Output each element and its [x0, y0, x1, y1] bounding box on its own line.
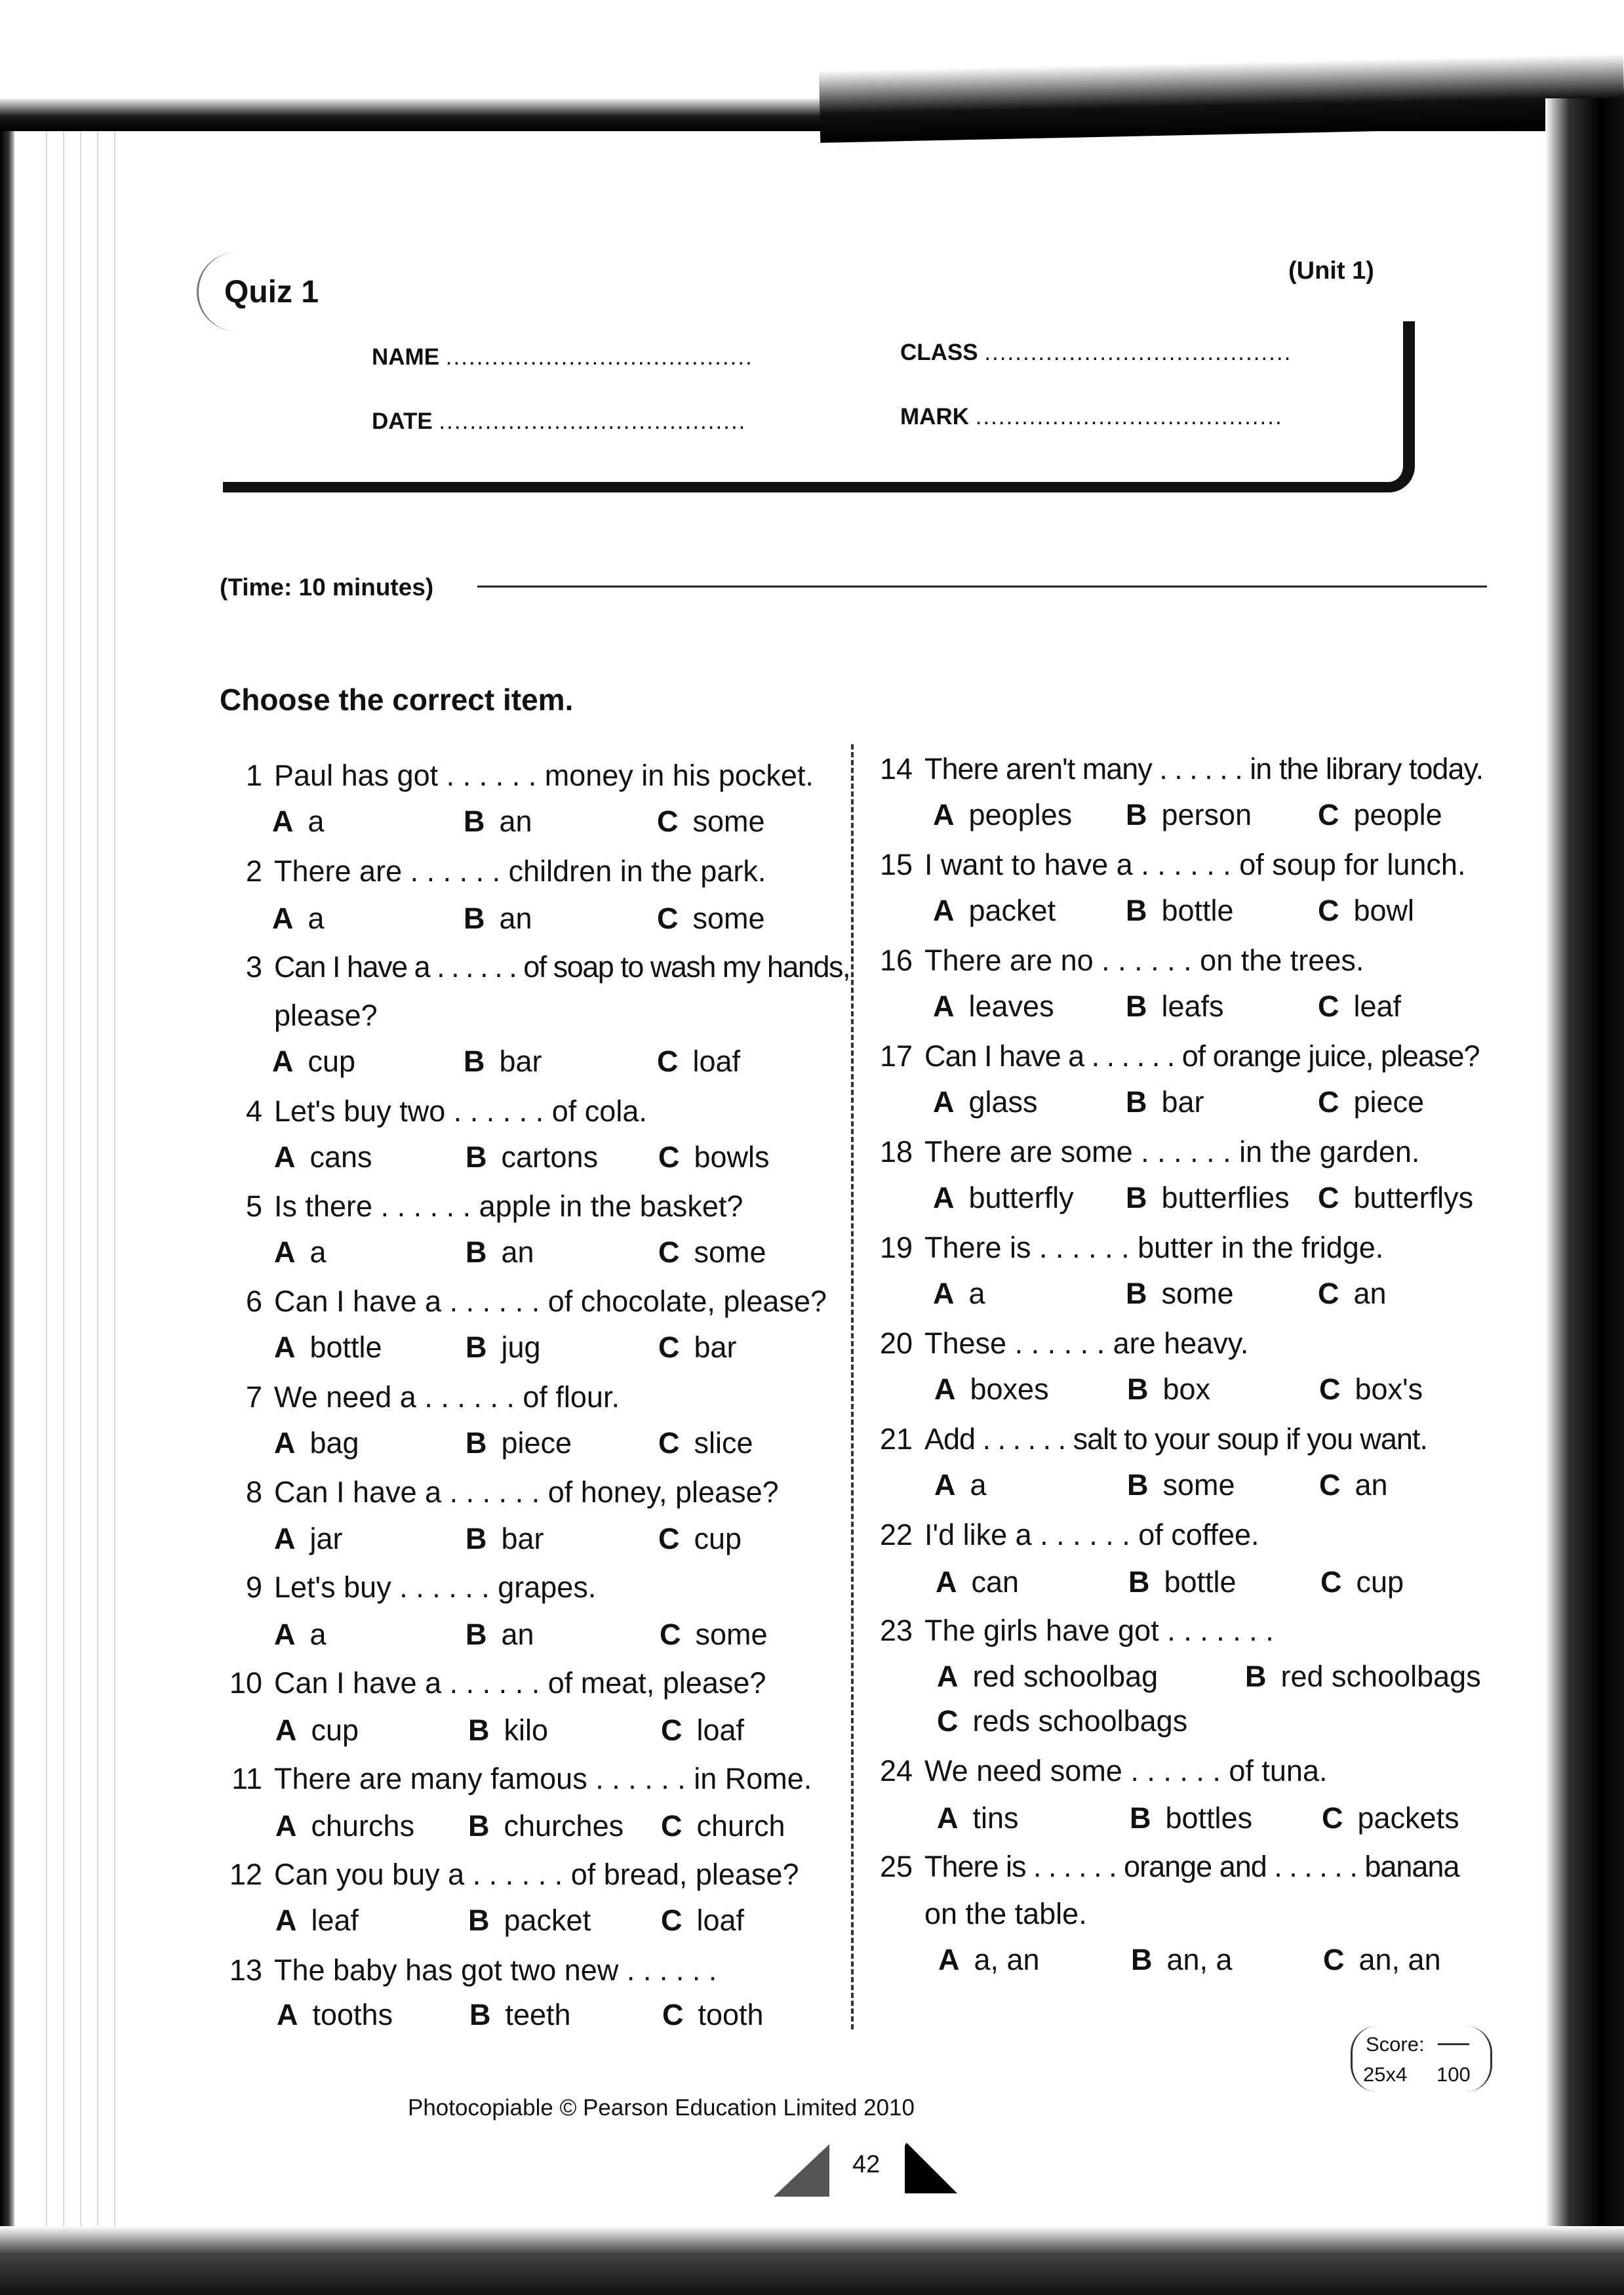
option-a: A bag — [274, 1426, 359, 1460]
option-a: A butterfly — [933, 1181, 1074, 1214]
unit-label: (Unit 1) — [1288, 257, 1374, 285]
score-box — [1351, 2026, 1492, 2092]
mark-blank: ........................................ — [975, 404, 1283, 429]
option-b: B some — [1127, 1468, 1235, 1502]
question-number: 8 — [245, 1475, 262, 1509]
scan-edge-bottom — [0, 2226, 1624, 2295]
question-number: 5 — [245, 1189, 262, 1223]
question-number: 18 — [879, 1135, 913, 1168]
score-fraction-bar — [1438, 2043, 1469, 2045]
question-number: 19 — [879, 1231, 913, 1264]
question-number: 23 — [879, 1614, 913, 1647]
option-a: A leaf — [275, 1904, 359, 1937]
question-number: 17 — [879, 1039, 913, 1073]
option-b: B an — [465, 1618, 534, 1651]
option-b: B jug — [465, 1330, 541, 1364]
option-a: A leaves — [933, 989, 1054, 1023]
question-text: Is there . . . . . . apple in the basket? — [274, 1189, 743, 1223]
option-a: A boxes — [934, 1372, 1049, 1406]
option-c: C some — [657, 902, 765, 935]
question-text: Can I have a . . . . . . of chocolate, please? — [274, 1285, 827, 1318]
option-a: A a, an — [938, 1943, 1040, 1976]
option-a: A churchs — [275, 1809, 415, 1843]
option-c: C church — [661, 1809, 785, 1843]
option-a: A a — [933, 1277, 985, 1310]
page-number: 42 — [852, 2151, 881, 2178]
question-text: We need some . . . . . . of tuna. — [924, 1754, 1328, 1787]
question-text: There are no . . . . . . on the trees. — [924, 944, 1364, 977]
option-a: A jar — [274, 1522, 343, 1555]
question-number: 16 — [879, 944, 913, 977]
question-number: 21 — [879, 1422, 913, 1456]
option-a: A a — [274, 1618, 327, 1651]
option-c: C some — [657, 805, 765, 838]
option-b: B churches — [468, 1809, 624, 1843]
name-label: NAME — [372, 344, 440, 370]
option-b: B bar — [465, 1522, 544, 1555]
option-b: B teeth — [469, 1998, 571, 2031]
option-c: C an, an — [1323, 1943, 1441, 1976]
question-number: 3 — [245, 950, 262, 984]
option-c: C some — [658, 1235, 766, 1269]
question-text-line2: on the table. — [924, 1897, 1087, 1930]
option-b: B butterflies — [1126, 1181, 1290, 1214]
question-text: There aren't many . . . . . . in the library today. — [924, 752, 1484, 786]
question-text: These . . . . . . are heavy. — [924, 1327, 1249, 1360]
option-a: A glass — [933, 1085, 1038, 1119]
time-limit: (Time: 10 minutes) — [220, 574, 434, 601]
option-c: C bowls — [658, 1140, 770, 1174]
option-a: A packet — [933, 894, 1056, 927]
page-number-ornament-right — [905, 2141, 957, 2193]
question-text: We need a . . . . . . of flour. — [274, 1380, 620, 1414]
option-c: C an — [1319, 1468, 1388, 1502]
option-c: C cup — [1320, 1565, 1404, 1599]
option-c: C box's — [1319, 1372, 1423, 1406]
instruction: Choose the correct item. — [220, 683, 574, 717]
option-c: C slice — [658, 1426, 753, 1460]
option-a: A a — [272, 805, 325, 838]
option-a: A a — [274, 1235, 327, 1269]
option-b: B bar — [464, 1045, 542, 1078]
score-label: Score: — [1366, 2033, 1425, 2056]
question-text: I'd like a . . . . . . of coffee. — [924, 1518, 1259, 1551]
option-a: A tins — [937, 1801, 1019, 1835]
question-text: Let's buy . . . . . . grapes. — [274, 1570, 597, 1604]
scan-page-stack — [39, 131, 125, 2282]
option-b: B bottle — [1128, 1565, 1237, 1599]
question-text: There is . . . . . . orange and . . . . . . banana — [924, 1850, 1459, 1883]
option-c: C an — [1318, 1277, 1387, 1310]
question-number: 6 — [245, 1285, 262, 1318]
date-blank: ........................................ — [439, 409, 747, 434]
question-text: There are some . . . . . . in the garden. — [924, 1135, 1420, 1168]
mark-label: MARK — [900, 404, 969, 429]
question-number: 22 — [879, 1518, 913, 1551]
question-text: Let's buy two . . . . . . of cola. — [274, 1094, 647, 1128]
option-c: C leaf — [1318, 989, 1402, 1023]
time-rule — [477, 586, 1487, 588]
option-b: B an — [464, 805, 532, 838]
question-text: Can you buy a . . . . . . of bread, please? — [274, 1858, 799, 1891]
option-b: B cartons — [465, 1140, 599, 1174]
question-text: The baby has got two new . . . . . . — [274, 1953, 717, 1987]
question-text: Paul has got . . . . . . money in his pocket. — [274, 759, 814, 792]
option-b: B leafs — [1126, 989, 1224, 1023]
question-number: 7 — [245, 1380, 262, 1414]
question-number: 24 — [879, 1754, 913, 1787]
option-c: C some — [660, 1618, 768, 1651]
question-number: 11 — [231, 1762, 262, 1795]
question-text: Add . . . . . . salt to your soup if you want. — [924, 1422, 1427, 1456]
column-divider — [851, 744, 854, 2029]
copyright-footer: Photocopiable © Pearson Education Limited 2010 — [408, 2095, 915, 2121]
option-a: A cans — [274, 1140, 372, 1174]
score-multiplier: 25x4 — [1363, 2063, 1408, 2086]
question-text: There are many famous . . . . . . in Rome. — [274, 1762, 812, 1795]
option-b: B box — [1127, 1372, 1211, 1406]
page-number-ornament-left — [774, 2144, 829, 2197]
question-text: There are . . . . . . children in the park. — [274, 854, 766, 888]
question-text-line2: please? — [274, 999, 378, 1032]
scan-edge-right — [1545, 98, 1624, 2295]
option-a: A red schoolbag — [937, 1660, 1159, 1693]
question-number: 2 — [245, 854, 262, 888]
option-a: A cup — [272, 1045, 356, 1078]
option-c: C cup — [658, 1522, 742, 1555]
mark-field — [900, 404, 1283, 430]
name-field — [372, 344, 753, 370]
option-b: B some — [1126, 1277, 1234, 1310]
option-c: C piece — [1318, 1085, 1425, 1119]
question-text: The girls have got . . . . . . . — [924, 1614, 1274, 1647]
question-number: 10 — [229, 1666, 262, 1700]
option-c: C bowl — [1318, 894, 1415, 927]
option-c: C butterflys — [1318, 1181, 1474, 1214]
score-total: 100 — [1436, 2063, 1471, 2086]
option-a: A tooths — [277, 1998, 393, 2031]
question-number: 15 — [879, 848, 913, 881]
class-blank: ........................................ — [984, 340, 1292, 365]
class-field — [900, 340, 1292, 366]
option-b: B an, a — [1131, 1943, 1233, 1976]
option-c: C loaf — [661, 1904, 745, 1937]
option-a: A can — [936, 1565, 1020, 1599]
option-b: B person — [1126, 798, 1252, 831]
question-number: 1 — [245, 759, 262, 792]
question-number: 12 — [229, 1858, 262, 1891]
option-c: C loaf — [657, 1045, 741, 1078]
date-label: DATE — [372, 409, 433, 434]
question-number: 9 — [245, 1570, 262, 1604]
option-b: B packet — [468, 1904, 591, 1937]
question-text: I want to have a . . . . . . of soup for lunch. — [924, 848, 1466, 881]
question-number: 13 — [229, 1953, 262, 1987]
question-number: 4 — [245, 1094, 262, 1128]
option-b: B an — [465, 1235, 534, 1269]
option-a: A a — [934, 1468, 987, 1502]
question-number: 20 — [879, 1327, 913, 1360]
option-a: A cup — [275, 1713, 359, 1747]
option-c: C people — [1318, 798, 1442, 831]
option-b: B bar — [1126, 1085, 1204, 1119]
option-c: C loaf — [661, 1713, 745, 1747]
question-number: 25 — [879, 1850, 913, 1883]
question-text: Can I have a . . . . . . of meat, please? — [274, 1666, 766, 1700]
question-number: 14 — [879, 752, 913, 786]
option-a: A a — [272, 902, 325, 935]
option-b: B red schoolbags — [1245, 1660, 1481, 1693]
question-text: Can I have a . . . . . . of soap to wash my hands, — [274, 950, 850, 984]
question-text: Can I have a . . . . . . of honey, please? — [274, 1475, 779, 1509]
option-b: B bottle — [1126, 894, 1234, 927]
option-b: B an — [464, 902, 532, 935]
class-label: CLASS — [900, 340, 978, 365]
option-c: C tooth — [662, 1998, 764, 2031]
date-field — [372, 409, 746, 435]
question-text: Can I have a . . . . . . of orange juice, please? — [924, 1039, 1480, 1073]
quiz-title: Quiz 1 — [224, 275, 319, 309]
question-text: There is . . . . . . butter in the fridge. — [924, 1231, 1384, 1264]
option-c: C bar — [658, 1330, 737, 1364]
option-b: B kilo — [468, 1713, 549, 1747]
scan-edge-left — [0, 131, 14, 2295]
option-b: B piece — [465, 1426, 572, 1460]
option-a: A bottle — [274, 1330, 382, 1364]
name-blank: ........................................ — [445, 344, 753, 370]
option-c: C reds schoolbags — [937, 1704, 1188, 1738]
option-a: A peoples — [933, 798, 1073, 831]
option-c: C packets — [1322, 1801, 1459, 1835]
option-b: B bottles — [1130, 1801, 1253, 1835]
